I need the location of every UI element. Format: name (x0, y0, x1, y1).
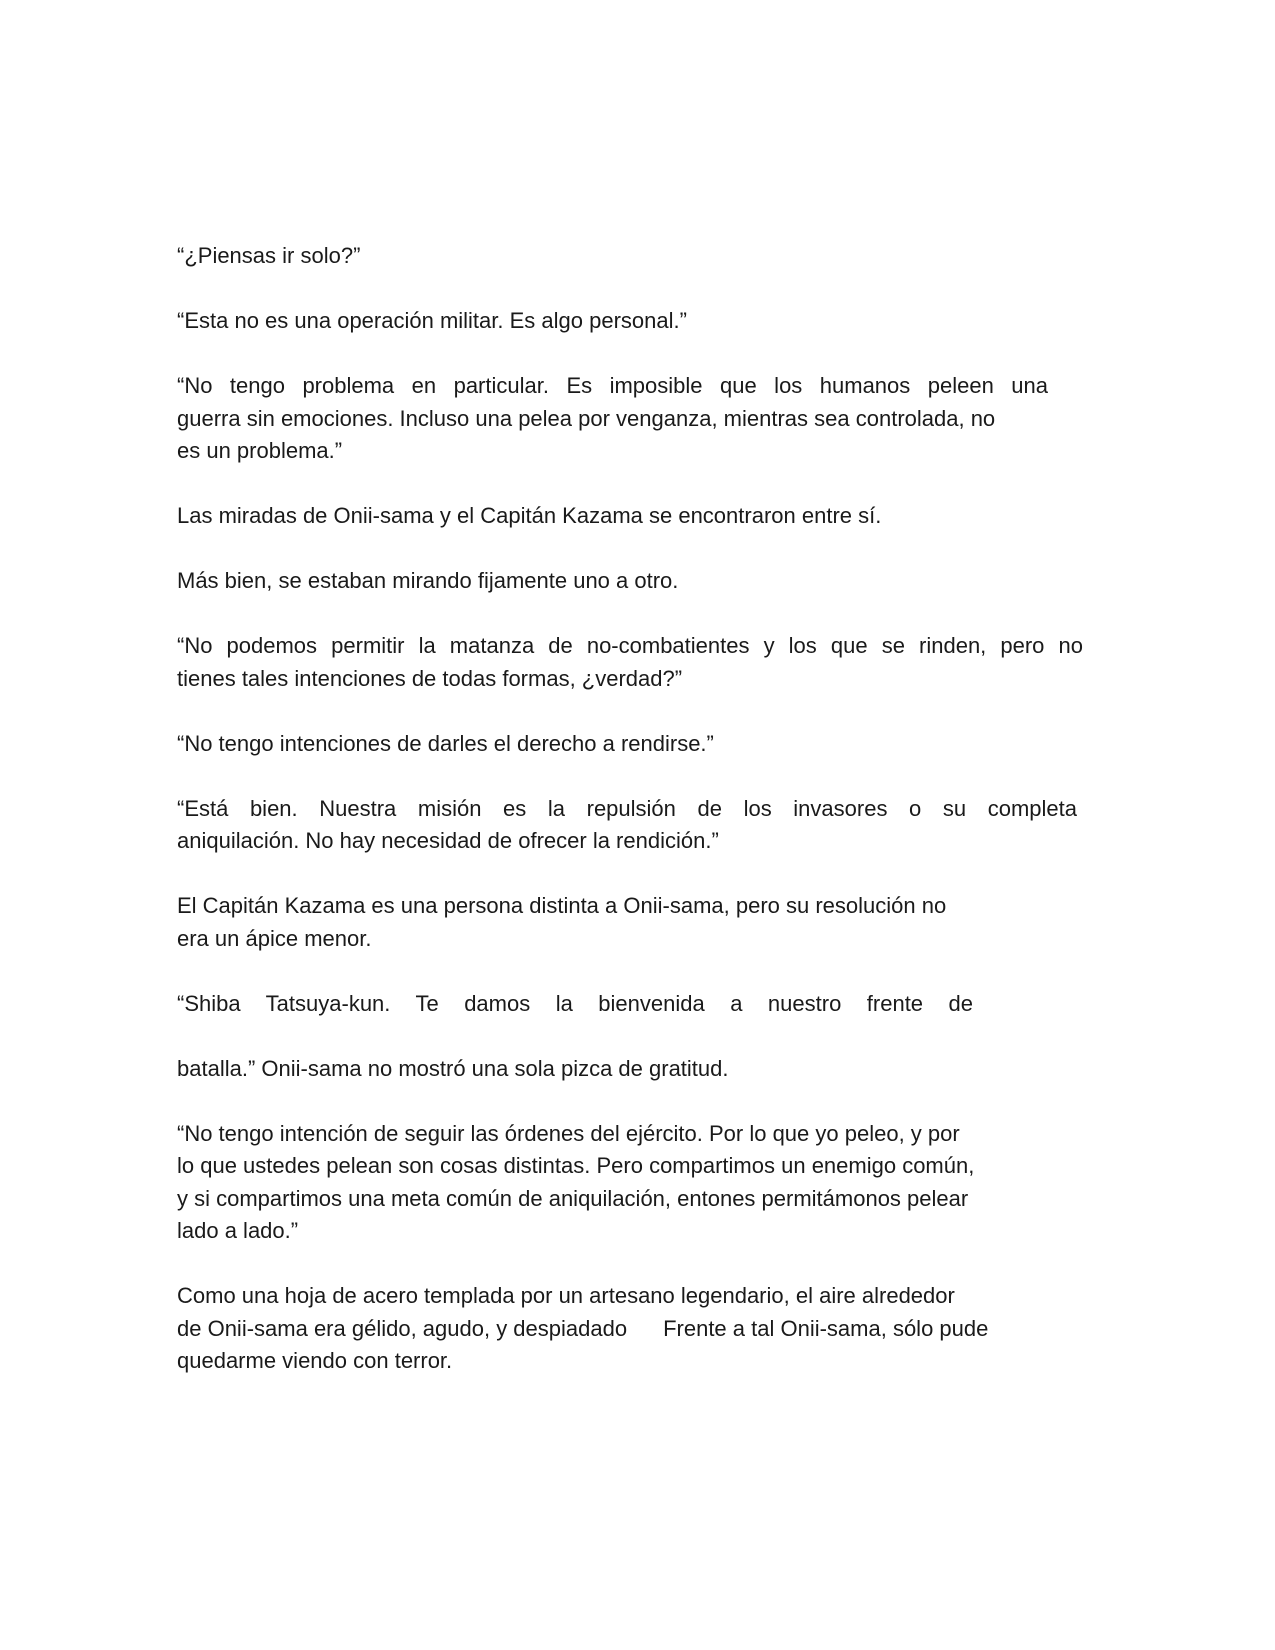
text-line: lado a lado.” (177, 1218, 299, 1243)
text-line: “No podemos permitir la matanza de no-combatientes y los que se rinden, pero no (177, 633, 1083, 658)
text-line: El Capitán Kazama es una persona distinta a Onii-sama, pero su resolución no (177, 893, 947, 918)
text-line: “No tengo intenciones de darles el derecho a rendirse.” (177, 730, 714, 756)
text-line: lo que ustedes pelean son cosas distintas. Pero compartimos un enemigo común, (177, 1153, 975, 1178)
paragraph-7 (177, 728, 1097, 761)
body-text (177, 240, 1097, 1410)
text-line: “No tengo intención de seguir las órdenes del ejército. Por lo que yo peleo, y por (177, 1120, 960, 1146)
text-line: quedarme viendo con terror. (177, 1348, 453, 1373)
paragraph-1 (177, 240, 1097, 273)
text-line: tienes tales intenciones de todas formas, ¿verdad?” (177, 665, 683, 691)
text-fragment: de Onii-sama era gélido, agudo, y despiadado (177, 1315, 628, 1341)
text-fragment: Frente a tal Onii-sama, sólo pude (663, 1315, 989, 1341)
paragraph-11 (177, 1053, 1097, 1086)
text-line: Las miradas de Onii-sama y el Capitán Kazama se encontraron entre sí. (177, 503, 882, 528)
text-line-split (177, 1313, 1097, 1346)
paragraph-4 (177, 500, 1097, 533)
paragraph-6 (177, 630, 1097, 695)
text-line: guerra sin emociones. Incluso una pelea por venganza, mientras sea controlada, no (177, 405, 996, 431)
text-line: Más bien, se estaban mirando fijamente uno a otro. (177, 568, 679, 593)
paragraph-12 (177, 1118, 1097, 1248)
text-line: y si compartimos una meta común de aniquilación, entones permitámonos pelear (177, 1185, 969, 1211)
text-line: “¿Piensas ir solo?” (177, 243, 361, 268)
paragraph-8 (177, 793, 1097, 858)
paragraph-10 (177, 988, 1097, 1021)
text-line: “Está bien. Nuestra misión es la repulsión de los invasores o su completa (177, 795, 1077, 821)
text-line: es un problema.” (177, 438, 343, 463)
paragraph-2 (177, 305, 1097, 338)
text-line: era un ápice menor. (177, 925, 372, 951)
text-line: “Esta no es una operación militar. Es algo personal.” (177, 308, 687, 333)
paragraph-13 (177, 1280, 1097, 1378)
paragraph-5 (177, 565, 1097, 598)
text-line: aniquilación. No hay necesidad de ofrecer la rendición.” (177, 828, 719, 853)
text-line: batalla.” Onii-sama no mostró una sola pizca de gratitud. (177, 1055, 729, 1081)
text-line: “No tengo problema en particular. Es imposible que los humanos peleen una (177, 373, 1048, 398)
paragraph-3 (177, 370, 1097, 468)
paragraph-9 (177, 890, 1097, 955)
text-line: “Shiba Tatsuya-kun. Te damos la bienvenida a nuestro frente de (177, 990, 973, 1016)
text-line: Como una hoja de acero templada por un artesano legendario, el aire alrededor (177, 1283, 955, 1308)
